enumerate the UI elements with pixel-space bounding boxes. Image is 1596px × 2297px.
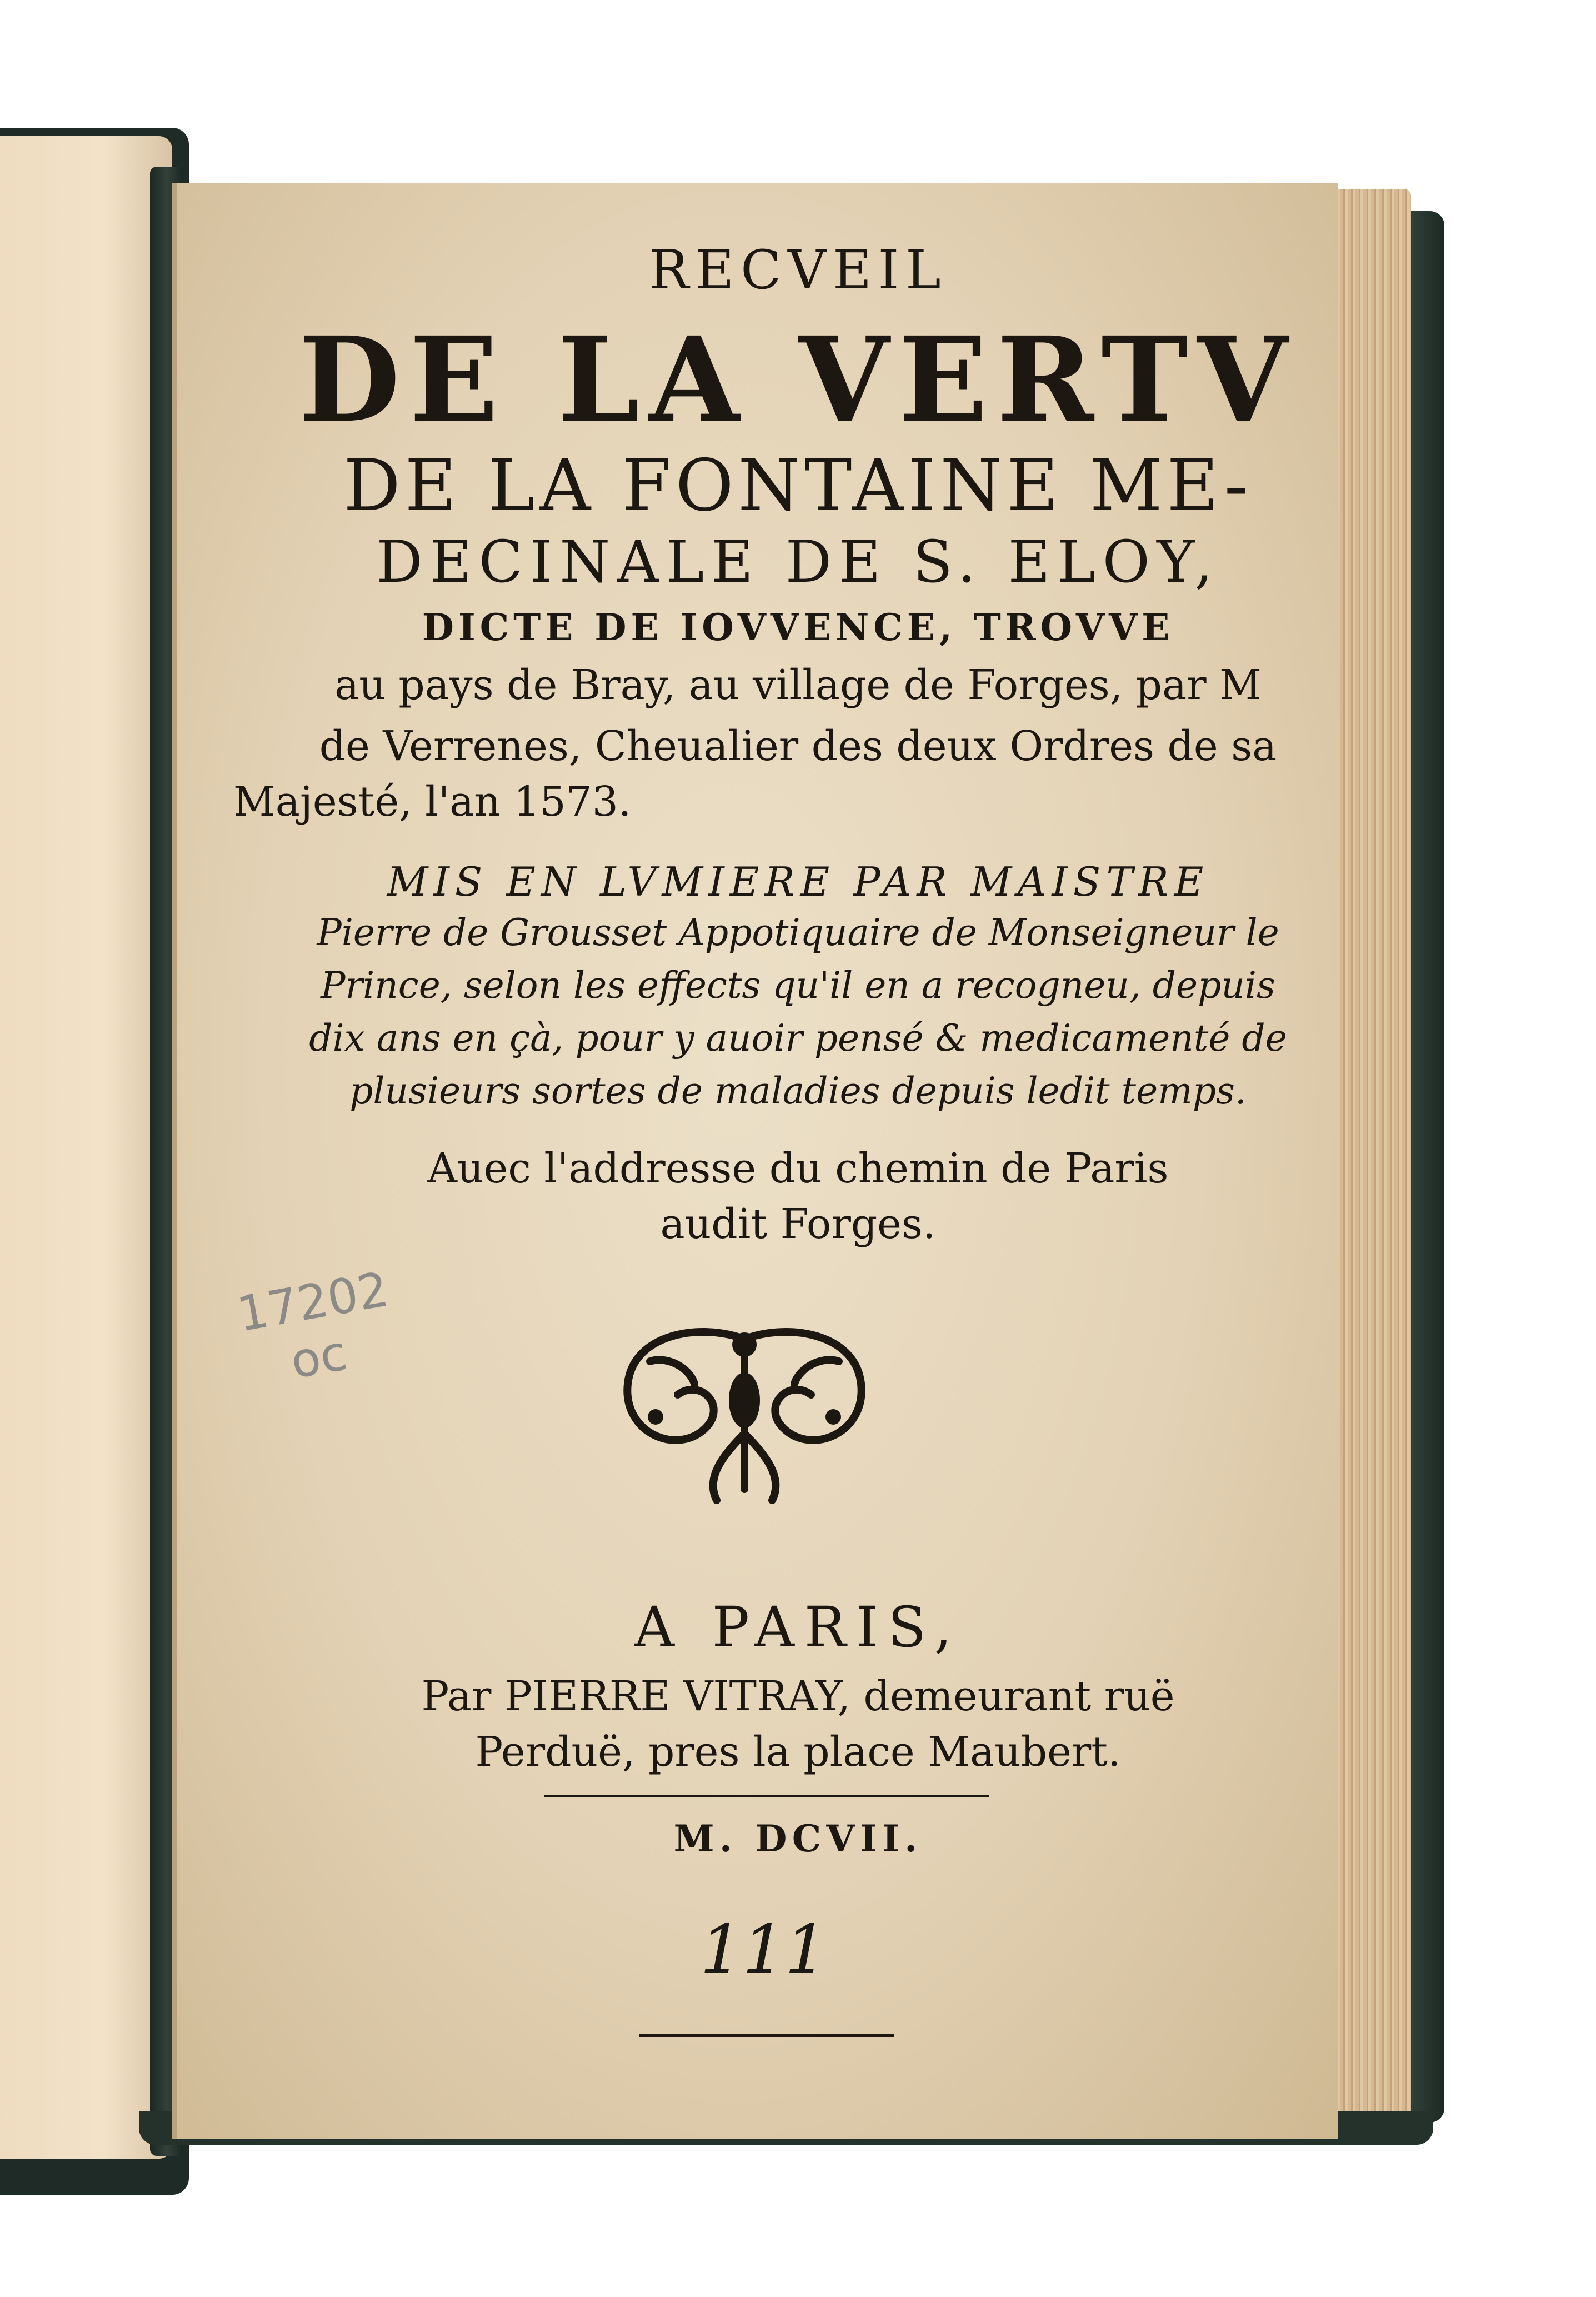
title-line-addresse: Auec l'addresse du chemin de Paris	[427, 1145, 1169, 1192]
pencil-annotation	[233, 1259, 423, 1430]
title-line-de-la-vertv: DE LA VERTV	[299, 311, 1297, 448]
title-line-audit-forges: audit Forges.	[660, 1200, 936, 1248]
imprint-rule	[544, 1795, 989, 1797]
title-line-decinale: DECINALE DE S. ELOY,	[376, 528, 1220, 596]
title-line-pays-de-bray: au pays de Bray, au village de Forges, par M	[334, 661, 1262, 709]
ink-underline	[639, 2034, 894, 2037]
imprint-address: Perduë, pres la place Maubert.	[475, 1728, 1121, 1776]
imprint-date: M. DCVII.	[673, 1817, 923, 1860]
title-line-plusieurs: plusieurs sortes de maladies depuis ledit temps.	[349, 1070, 1247, 1112]
imprint-printer: Par PIERRE VITRAY, demeurant ruë	[421, 1672, 1175, 1720]
title-line-dix-ans: dix ans en çà, pour y auoir pensé & medicamenté de	[309, 1017, 1287, 1060]
title-line-dicte: DICTE DE IOVVENCE, TROVVE	[422, 606, 1174, 649]
title-line-majeste: Majesté, l'an 1573.	[233, 778, 632, 826]
title-line-prince: Prince, selon les effects qu'il en a recogneu, depuis	[321, 964, 1275, 1007]
printers-ornament	[611, 1322, 878, 1506]
title-line-mis-en-lumiere: MIS EN LVMIERE PAR MAISTRE	[387, 858, 1209, 905]
pencil-code: oc	[286, 1325, 351, 1390]
imprint-a-paris: A PARIS,	[634, 1595, 962, 1660]
ink-number: 111	[700, 1911, 828, 1989]
title-line-fontaine: DE LA FONTAINE ME-	[343, 445, 1253, 527]
title-line-grousset: Pierre de Grousset Appotiquaire de Monseigneur le	[317, 911, 1279, 954]
title-line-verrenes: de Verrenes, Cheualier des deux Ordres de sa	[319, 722, 1277, 770]
pencil-number: 17202	[233, 1261, 393, 1343]
title-line-recveil: RECVEIL	[648, 239, 948, 301]
